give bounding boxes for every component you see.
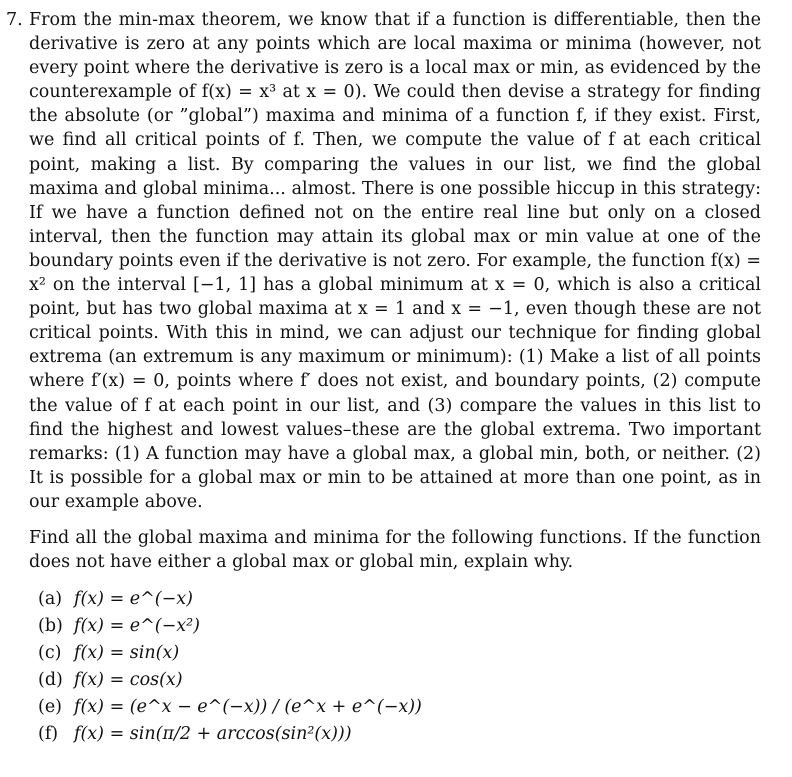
- function-list: [38, 586, 770, 748]
- problem-number: 7.: [6, 10, 23, 30]
- list-item: [38, 613, 770, 640]
- item-formula: f(x) = e^(−x²): [74, 616, 201, 637]
- item-formula: f(x) = (e^x − e^(−x)) / (e^x + e^(−x)): [74, 697, 422, 718]
- list-item: [38, 667, 770, 694]
- item-formula: f(x) = sin(π/2 + arccos(sin²(x))): [74, 724, 352, 745]
- item-label: (e): [38, 697, 63, 718]
- item-formula: f(x) = cos(x): [74, 670, 183, 691]
- problem-paragraph: From the min-max theorem, we know that if a function is differentiable, then the derivative is zero at any points which are local maxima or minima (however, not every point where the derivative is zero is a local max or min, as evidenced by the counterexample of f(x) = x³ at x = 0). We could then devise a strategy for finding the absolute (or ”global”) maxima and minima of a function f, if they exist. First, we find all critical points of f. Then, we compute the value of f at each critical point, making a list. By comparing the values in our list, we find the global maxima and global minima... almost. There is one possible hiccup in this strategy: If we have a function defined not on the entire real line but only on a closed interval, then the function may attain its global max or min value at one of the boundary points even if the derivative is not zero. For example, the function f(x) = x² on the interval [−1, 1] has a global minimum at x = 0, which is also a critical point, but has two global maxima at x = 1 and x = −1, even though these are not critical points. With this in mind, we can adjust our technique for finding global extrema (an extremum is any maximum or minimum): (1) Make a list of all points where f′(x) = 0, points where f′ does not exist, and boundary points, (2) compute the value of f at each point in our list, and (3) compare the values in this list to find the highest and lowest values–these are the global extrema. Two important remarks: (1) A function may have a global max, a global min, both, or neither. (2) It is possible for a global max or min to be attained at more than one point, as in our example above.: [29, 10, 761, 512]
- item-label: (c): [38, 643, 62, 664]
- item-label: (a): [38, 589, 63, 610]
- item-formula: f(x) = sin(x): [74, 643, 180, 664]
- item-label: (d): [38, 670, 63, 691]
- item-formula: f(x) = e^(−x): [74, 589, 193, 610]
- item-label: (b): [38, 616, 63, 637]
- problem-7: [6, 8, 770, 748]
- problem-instruction: Find all the global maxima and minima for the following functions. If the function does not have either a global max or global min, explain why.: [29, 527, 761, 573]
- list-item: [38, 694, 770, 721]
- list-item: [38, 640, 770, 667]
- list-item: [38, 586, 770, 613]
- item-label: (f): [38, 724, 59, 745]
- list-item: [38, 721, 770, 748]
